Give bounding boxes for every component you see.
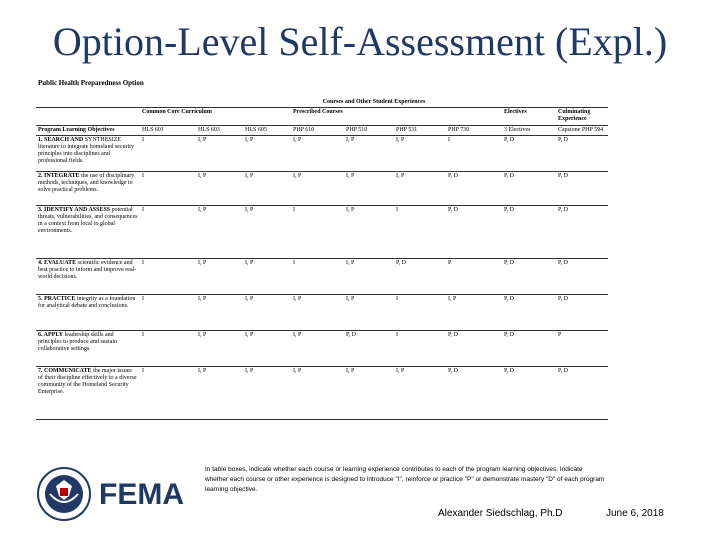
rating-cell: I, P: [243, 135, 291, 171]
rating-cell: P, D: [556, 171, 608, 205]
objective-cell: 4. EVALUATE scientific evidence and best practice to inform and improve real-world decisions.: [36, 258, 140, 294]
rating-cell: I, P: [291, 135, 344, 171]
group-prescribed-header: Prescribed Courses: [291, 108, 502, 125]
rating-cell: I: [291, 205, 344, 258]
rating-cell: I: [140, 258, 196, 294]
rating-cell: P, D: [502, 171, 556, 205]
group-culminating-header: Culminating Experience: [556, 108, 608, 125]
rating-cell: P, D: [502, 330, 556, 366]
rating-cell: P, D: [556, 258, 608, 294]
rating-cell: I, P: [446, 294, 502, 330]
rating-cell: I: [394, 205, 446, 258]
objective-cell: 7. COMMUNICATE the major issues of their discipline effectively to a diverse community of the Homeland Security Enterprise.: [36, 366, 140, 419]
rating-cell: I, P: [344, 135, 394, 171]
objective-cell: 2. INTEGRATE the use of disciplinary methods, techniques, and knowledge to solve practical problems.: [36, 171, 140, 205]
table-row: [36, 258, 608, 294]
column-header: HLS 605: [243, 125, 291, 135]
rating-cell: P, D: [556, 366, 608, 419]
table-row: [36, 135, 608, 171]
rating-cell: I, P: [394, 366, 446, 419]
rating-cell: P, D: [502, 205, 556, 258]
rating-cell: I, P: [243, 258, 291, 294]
column-header: PHP 610: [291, 125, 344, 135]
rating-cell: I, P: [291, 171, 344, 205]
rating-cell: P, D: [502, 135, 556, 171]
rating-cell: I, P: [291, 366, 344, 419]
rating-cell: P, D: [502, 366, 556, 419]
rating-cell: I, P: [344, 205, 394, 258]
column-header: 3 Electives: [502, 125, 556, 135]
rating-cell: I, P: [344, 294, 394, 330]
column-header: PHP 730: [446, 125, 502, 135]
table-row: [36, 294, 608, 330]
rating-cell: I, P: [243, 171, 291, 205]
column-header: HLS 603: [196, 125, 243, 135]
rating-cell: P, D: [556, 135, 608, 171]
rating-cell: I: [394, 330, 446, 366]
table-row: [36, 366, 608, 419]
rating-cell: I: [140, 366, 196, 419]
column-header-row: [36, 125, 608, 135]
rating-cell: P, D: [556, 294, 608, 330]
rating-cell: I, P: [196, 294, 243, 330]
rating-cell: I, P: [196, 135, 243, 171]
column-header: Capstone PHP 594: [556, 125, 608, 135]
presentation-date: June 6, 2018: [606, 508, 664, 519]
rating-cell: P, D: [446, 330, 502, 366]
rating-cell: I, P: [344, 366, 394, 419]
rating-cell: P, D: [502, 294, 556, 330]
rating-cell: I, P: [344, 258, 394, 294]
rating-cell: I: [140, 205, 196, 258]
objective-cell: 6. APPLY leadership skills and principles to produce and sustain collaborative settings.: [36, 330, 140, 366]
objective-cell: 3. IDENTIFY AND ASSESS potential threats, vulnerabilities, and consequences in a context from local to global environments.: [36, 205, 140, 258]
rating-cell: I, P: [243, 294, 291, 330]
rating-cell: P, D: [446, 171, 502, 205]
rating-cell: P: [446, 258, 502, 294]
author-name: Alexander Siedschlag, Ph.D: [438, 508, 563, 519]
rating-cell: I, P: [291, 294, 344, 330]
table-row: [36, 330, 608, 366]
rating-cell: P, D: [344, 330, 394, 366]
slide-title: Option-Level Self-Assessment (Expl.): [52, 19, 668, 64]
instruction-note: In table boxes, indicate whether each course or learning experience contributes to each of the program learning objectives. Indicate whether each course or other experience is designed to introduce "I", reinforce or practice "P" or demonstrate mastery "D" of each program learning objective.: [205, 466, 605, 493]
rating-cell: I, P: [344, 171, 394, 205]
rating-cell: I, P: [243, 205, 291, 258]
dhs-seal-icon: [36, 466, 92, 522]
objective-cell: 5. PRACTICE integrity as a foundation for analytical debate and conclusions.: [36, 294, 140, 330]
fema-logo: FEMA: [99, 478, 184, 511]
rating-cell: I, P: [394, 135, 446, 171]
rating-cell: I: [140, 135, 196, 171]
rating-cell: P, D: [502, 258, 556, 294]
rating-cell: I, P: [291, 330, 344, 366]
rating-cell: P, D: [556, 205, 608, 258]
rating-cell: I, P: [196, 366, 243, 419]
rating-cell: I, P: [243, 366, 291, 419]
rating-cell: I, P: [394, 171, 446, 205]
rating-cell: I: [446, 135, 502, 171]
rating-cell: I: [140, 330, 196, 366]
rating-cell: I: [140, 294, 196, 330]
rating-cell: P: [556, 330, 608, 366]
self-assessment-table: [36, 98, 608, 420]
rating-cell: P, D: [394, 258, 446, 294]
rating-cell: P, D: [446, 366, 502, 419]
rating-cell: I: [140, 171, 196, 205]
rating-cell: I, P: [243, 330, 291, 366]
group-core-header: Common Core Curriculum: [140, 108, 291, 125]
option-heading: Public Health Preparedness Option: [38, 79, 144, 87]
rating-cell: I, P: [196, 258, 243, 294]
rating-cell: I, P: [196, 171, 243, 205]
rating-cell: I: [291, 258, 344, 294]
table-row: [36, 171, 608, 205]
table-row: [36, 205, 608, 258]
group-electives-header: Electives: [502, 108, 556, 125]
rating-cell: I: [394, 294, 446, 330]
column-header: PHP 531: [394, 125, 446, 135]
objective-cell: 1. SEARCH AND SYNTHESIZE literature to integrate homeland security principles into disciplines and professional fields.: [36, 135, 140, 171]
rating-cell: I, P: [196, 330, 243, 366]
objectives-column-header: Program Learning Objectives: [36, 125, 140, 135]
column-header: PHP 510: [344, 125, 394, 135]
rating-cell: I, P: [196, 205, 243, 258]
group-courses-header: Courses and Other Student Experiences: [140, 98, 608, 108]
column-header: HLS 601: [140, 125, 196, 135]
rating-cell: P, D: [446, 205, 502, 258]
